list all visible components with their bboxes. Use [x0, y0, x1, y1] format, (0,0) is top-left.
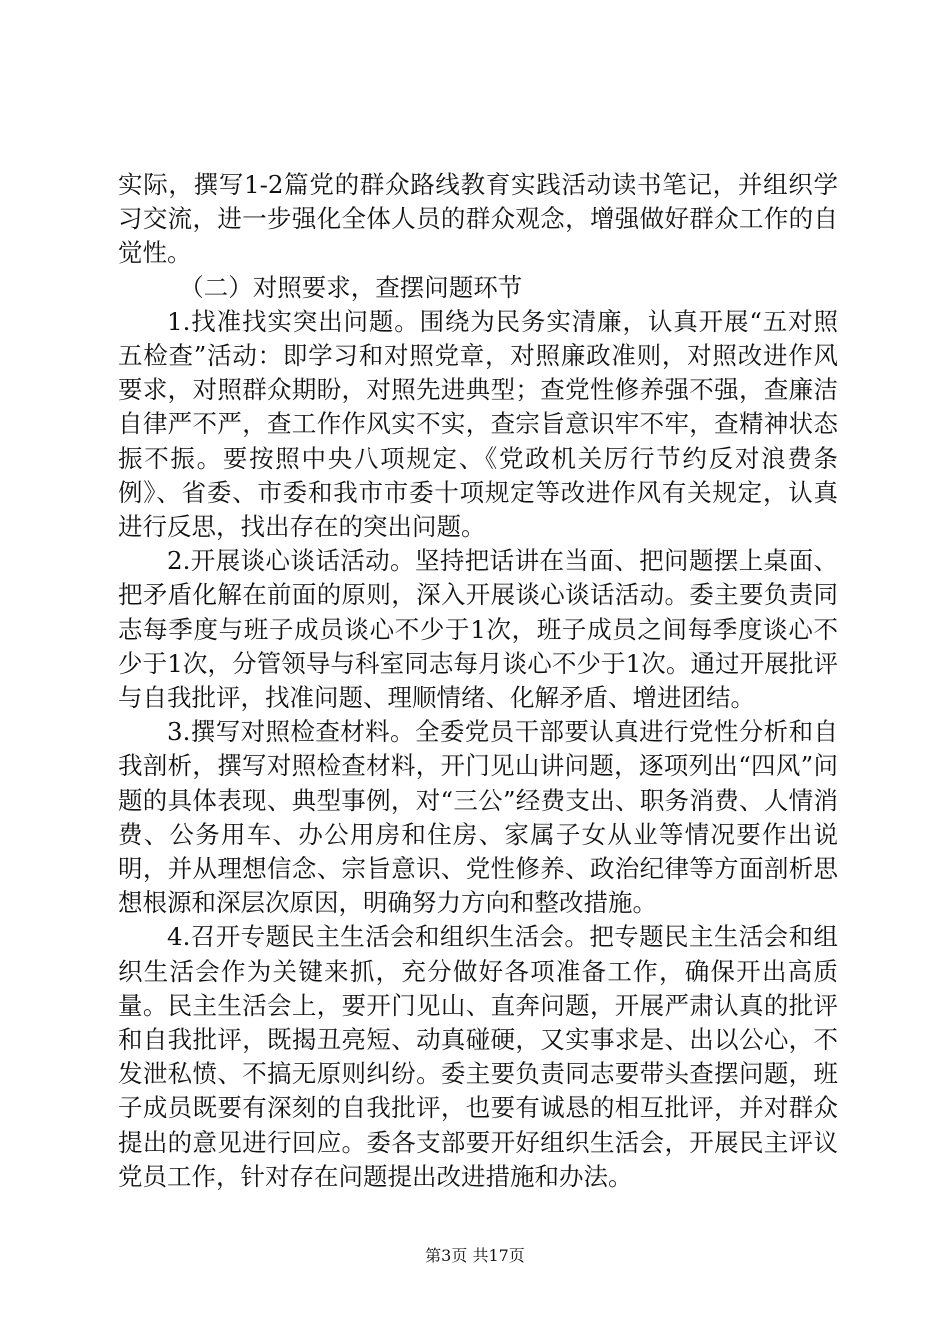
paragraph-item-3: 3.撰写对照检查材料。全委党员干部要认真进行党性分析和自我剖析，撰写对照检查材料，开门见山讲问题，逐项列出“四风”问题的具体表现、典型事例，对“三公”经费支出、职务消费、人情消费、公务用车、办公用房和住房、家属子女从业等情况要作出说明，并从理想信念、宗旨意识、党性修养、政治纪律等方面剖析思想根源和深层次原因，明确努力方向和整改措施。 — [118, 717, 838, 918]
paragraph-continuation: 实际，撰写1-2篇党的群众路线教育实践活动读书笔记，并组织学习交流，进一步强化全体人员的群众观念，增强做好群众工作的自觉性。 — [118, 170, 838, 268]
page-number-footer: 第3页 共17页 — [425, 1246, 525, 1265]
paragraph-item-1: 1.找准找实突出问题。围绕为民务实清廉，认真开展“五对照五检查”活动：即学习和对照党章，对照廉政准则，对照改进作风要求，对照群众期盼，对照先进典型；查党性修养强不强，查廉洁自律严不严，查工作作风实不实，查宗旨意识牢不牢，查精神状态振不振。要按照中央八项规定、《党政机关厉行节约反对浪费条例》、省委、市委和我市市委十项规定等改进作风有关规定，认真进行反思，找出存在的突出问题。 — [118, 306, 838, 542]
paragraph-item-4: 4.召开专题民主生活会和组织生活会。把专题民主生活会和组织生活会作为关键来抓，充分做好各项准备工作，确保开出高质量。民主生活会上，要开门见山、直奔问题，开展严肃认真的批评和自我批评，既揭丑亮短、动真碰硬，又实事求是、出以公心，不发泄私愤、不搞无原则纠纷。委主要负责同志要带头查摆问题，班子成员既要有深刻的自我批评，也要有诚恳的相互批评，并对群众提出的意见进行回应。委各支部要开好组织生活会，开展民主评议党员工作，针对存在问题提出改进措施和办法。 — [118, 922, 838, 1191]
paragraph-item-2: 2.开展谈心谈话活动。坚持把话讲在当面、把问题摆上桌面、把矛盾化解在前面的原则，深入开展谈心谈话活动。委主要负责同志每季度与班子成员谈心不少于1次，班子成员之间每季度谈心不少于1次，分管领导与科室同志每月谈心不少于1次。通过开展批评与自我批评，找准问题、理顺情绪、化解矛盾、增进团结。 — [118, 546, 838, 713]
section-heading: （二）对照要求，查摆问题环节 — [179, 272, 523, 302]
document-body — [118, 168, 838, 1194]
